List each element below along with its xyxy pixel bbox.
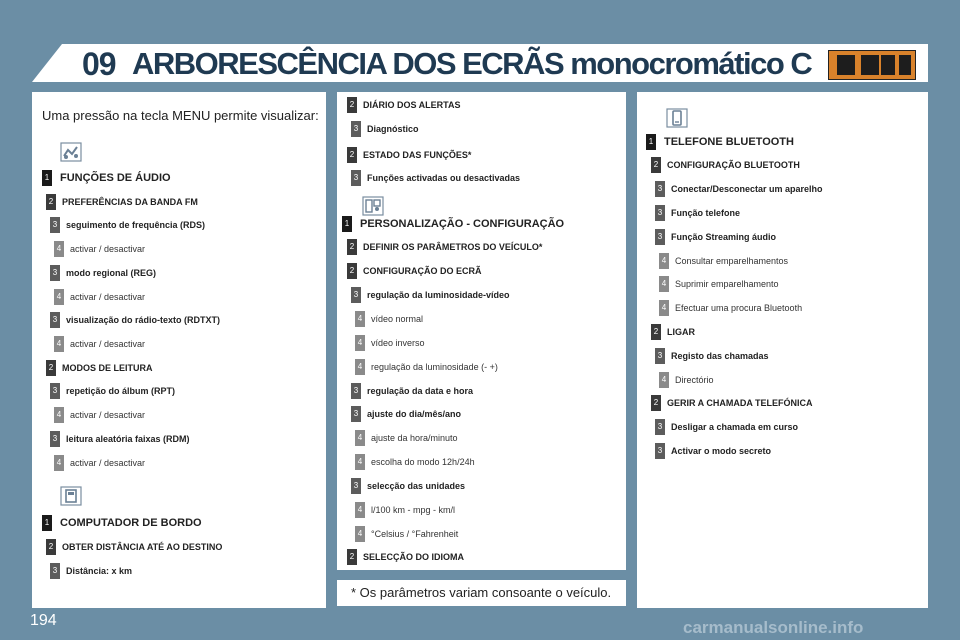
level-badge: 2 — [347, 263, 357, 279]
level-badge: 2 — [46, 360, 56, 376]
menu-item-label: FUNÇÕES DE ÁUDIO — [60, 172, 171, 184]
level-badge: 2 — [651, 395, 661, 411]
level-badge: 4 — [355, 311, 365, 327]
level-badge: 4 — [54, 455, 64, 471]
menu-item-label: MODOS DE LEITURA — [62, 363, 153, 373]
level-badge: 4 — [355, 359, 365, 375]
level-badge: 2 — [46, 539, 56, 555]
menu-item-label: ajuste do dia/mês/ano — [367, 409, 462, 419]
level-badge: 1 — [646, 134, 656, 150]
menu-item-label: Efectuar uma procura Bluetooth — [675, 303, 803, 313]
footnote: * Os parâmetros variam consoante o veículo. — [337, 580, 626, 606]
level-badge: 2 — [347, 97, 357, 113]
level-badge: 3 — [351, 170, 361, 186]
level-badge: 4 — [659, 372, 669, 388]
menu-item-label: activar / desactivar — [70, 410, 146, 420]
audio-icon — [60, 142, 82, 162]
phone-icon — [899, 55, 911, 75]
level-badge: 4 — [659, 276, 669, 292]
menu-item-label: Registo das chamadas — [671, 351, 769, 361]
menu-item-label: activar / desactivar — [70, 339, 146, 349]
level-badge: 3 — [655, 348, 665, 364]
level-badge: 4 — [659, 300, 669, 316]
level-badge: 2 — [46, 194, 56, 210]
level-badge: 3 — [655, 419, 665, 435]
menu-item-label: activar / desactivar — [70, 458, 146, 468]
menu-item-label: vídeo normal — [371, 314, 424, 324]
menu-item-label: activar / desactivar — [70, 292, 146, 302]
menu-item-label: TELEFONE BLUETOOTH — [664, 136, 794, 148]
menu-item-label: activar / desactivar — [70, 244, 146, 254]
bluetooth-phone-icon — [666, 108, 688, 128]
menu-item-label: CONFIGURAÇÃO DO ECRÃ — [363, 266, 482, 276]
menu-item-label: vídeo inverso — [371, 338, 425, 348]
menu-item-label: selecção das unidades — [367, 481, 466, 491]
level-badge: 3 — [351, 406, 361, 422]
level-badge: 3 — [50, 431, 60, 447]
menu-item-label: Desligar a chamada em curso — [671, 422, 799, 432]
page-title: ARBORESCÊNCIA DOS ECRÃS monocromático C — [132, 46, 812, 81]
chapter-number: 09 — [82, 46, 116, 82]
menu-item-label: leitura aleatória faixas (RDM) — [66, 434, 190, 444]
menu-item-label: modo regional (REG) — [66, 268, 156, 278]
level-badge: 2 — [651, 324, 661, 340]
menu-item-label: OBTER DISTÂNCIA ATÉ AO DESTINO — [62, 542, 223, 552]
watermark: carmanualsonline.info — [683, 618, 864, 637]
menu-item-label: DIÁRIO DOS ALERTAS — [363, 100, 461, 110]
screen-icons-strip — [828, 50, 916, 80]
menu-item-label: regulação da luminosidade-vídeo — [367, 290, 510, 300]
level-badge: 3 — [351, 383, 361, 399]
level-badge: 3 — [655, 181, 665, 197]
level-badge: 3 — [351, 478, 361, 494]
level-badge: 2 — [347, 549, 357, 565]
level-badge: 2 — [347, 239, 357, 255]
level-badge: 4 — [355, 335, 365, 351]
menu-item-label: regulação da data e hora — [367, 386, 474, 396]
menu-item-label: LIGAR — [667, 327, 695, 337]
level-badge: 4 — [355, 526, 365, 542]
menu-item-label: SELECÇÃO DO IDIOMA — [363, 552, 465, 562]
level-badge: 2 — [347, 147, 357, 163]
menu-item-label: Consultar emparelhamentos — [675, 256, 789, 266]
level-badge: 3 — [655, 229, 665, 245]
level-badge: 3 — [655, 205, 665, 221]
menu-item-label: GERIR A CHAMADA TELEFÓNICA — [667, 398, 813, 408]
level-badge: 4 — [355, 430, 365, 446]
level-badge: 4 — [54, 289, 64, 305]
level-badge: 3 — [50, 563, 60, 579]
page-number: 194 — [30, 612, 57, 629]
level-badge: 4 — [54, 336, 64, 352]
menu-item-label: Suprimir emparelhamento — [675, 279, 779, 289]
level-badge: 3 — [50, 383, 60, 399]
menu-item-label: Activar o modo secreto — [671, 446, 772, 456]
settings-icon — [881, 55, 895, 75]
level-badge: 3 — [50, 217, 60, 233]
level-badge: 3 — [351, 287, 361, 303]
menu-item-label: PERSONALIZAÇÃO - CONFIGURAÇÃO — [360, 218, 565, 230]
level-badge: 1 — [42, 515, 52, 531]
level-badge: 4 — [355, 502, 365, 518]
level-badge: 3 — [351, 121, 361, 137]
menu-item-label: escolha do modo 12h/24h — [371, 457, 475, 467]
intro-text: Uma pressão na tecla MENU permite visualizar: — [42, 108, 319, 123]
menu-item-label: COMPUTADOR DE BORDO — [60, 517, 202, 529]
level-badge: 4 — [659, 253, 669, 269]
level-badge: 4 — [54, 241, 64, 257]
level-badge: 4 — [355, 454, 365, 470]
personalisation-icon — [362, 196, 384, 216]
menu-item-label: Diagnóstico — [367, 124, 419, 134]
menu-item-label: PREFERÊNCIAS DA BANDA FM — [62, 197, 198, 207]
menu-item-label: Função Streaming áudio — [671, 232, 777, 242]
level-badge: 2 — [651, 157, 661, 173]
level-badge: 4 — [54, 407, 64, 423]
menu-item-label: visualização do rádio-texto (RDTXT) — [66, 315, 221, 325]
menu-item-label: Funções activadas ou desactivadas — [367, 173, 521, 183]
menu-item-label: Função telefone — [671, 208, 741, 218]
menu-item-label: repetição do álbum (RPT) — [66, 386, 176, 396]
header-banner — [32, 44, 928, 82]
menu-item-label: °Celsius / °Fahrenheit — [371, 529, 459, 539]
fuel-icon — [861, 55, 879, 75]
menu-item-label: Directório — [675, 375, 714, 385]
trip-computer-icon — [60, 486, 82, 506]
car-icon — [837, 55, 855, 75]
level-badge: 1 — [342, 216, 352, 232]
menu-item-label: ESTADO DAS FUNÇÕES* — [363, 150, 472, 160]
menu-item-label: DEFINIR OS PARÂMETROS DO VEÍCULO* — [363, 242, 543, 252]
menu-item-label: Distância: x km — [66, 566, 133, 576]
menu-item-label: Conectar/Desconectar um aparelho — [671, 184, 823, 194]
menu-item-label: seguimento de frequência (RDS) — [66, 220, 206, 230]
level-badge: 1 — [42, 170, 52, 186]
level-badge: 3 — [50, 265, 60, 281]
level-badge: 3 — [50, 312, 60, 328]
menu-item-label: l/100 km - mpg - km/l — [371, 505, 456, 515]
menu-item-label: regulação da luminosidade (- +) — [371, 362, 498, 372]
menu-item-label: ajuste da hora/minuto — [371, 433, 458, 443]
level-badge: 3 — [655, 443, 665, 459]
menu-item-label: CONFIGURAÇÃO BLUETOOTH — [667, 160, 800, 170]
